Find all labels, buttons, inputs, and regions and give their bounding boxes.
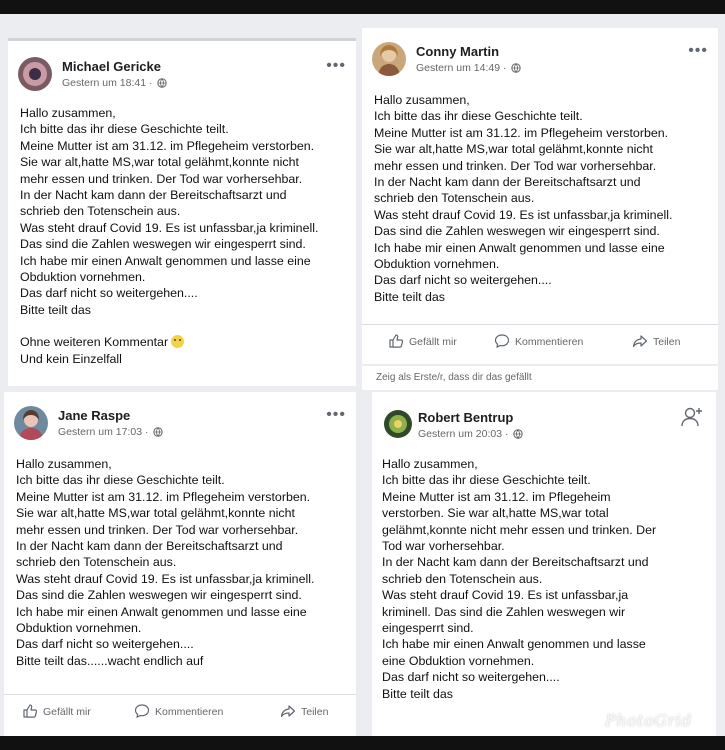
post-line: Bitte teilt das......wacht endlich auf xyxy=(16,653,204,668)
screenshot-collage xyxy=(0,14,725,736)
avatar[interactable] xyxy=(384,410,412,438)
author-name[interactable]: Robert Bentrup xyxy=(418,410,514,425)
share-label: Teilen xyxy=(301,706,329,718)
post-header xyxy=(370,40,710,82)
post-line: kriminell. Das sind die Zahlen weswegen wir xyxy=(382,604,626,619)
post-timestamp[interactable] xyxy=(58,426,163,438)
post-line-text: Ohne weiteren Kommentar xyxy=(20,335,169,350)
post-line: Obduktion vornehmen. xyxy=(374,257,500,272)
smiley-emoji-icon xyxy=(171,335,184,348)
author-name[interactable]: Michael Gericke xyxy=(62,59,161,74)
post-header xyxy=(16,55,348,97)
post-line: schrieb den Totenschein aus. xyxy=(16,555,177,570)
post-line: Hallo zusammen, xyxy=(20,106,116,120)
avatar[interactable] xyxy=(18,57,52,91)
post-line: Obduktion vornehmen. xyxy=(20,270,146,285)
post-line: Ich habe mir einen Anwalt genommen und lasse xyxy=(382,637,646,652)
post-line: Ich bitte das ihr diese Geschichte teilt. xyxy=(382,473,591,488)
post-line: mehr essen und trinken. Der Tod war vorhersehbar. xyxy=(20,171,303,186)
more-options-button[interactable]: ••• xyxy=(326,406,346,423)
avatar-image-icon xyxy=(384,410,412,438)
post-line: schrieb den Totenschein aus. xyxy=(382,571,543,586)
post-line: Meine Mutter ist am 31.12. im Pflegeheim verstorben. xyxy=(20,138,315,153)
like-button[interactable] xyxy=(22,703,91,719)
post-line: mehr essen und trinken. Der Tod war vorhersehbar. xyxy=(16,522,299,537)
post-line: Hallo zusammen, xyxy=(374,93,470,107)
globe-icon xyxy=(153,427,163,437)
timestamp-text: Gestern um 14:49 · xyxy=(416,62,507,74)
post-line: Hallo zusammen, xyxy=(382,457,478,471)
post-line: Was steht drauf Covid 19. Es ist unfassbar,ja kriminell. xyxy=(16,571,315,586)
post-line: gelähmt,konnte nicht mehr essen und trinken. Der xyxy=(382,522,657,537)
share-arrow-icon xyxy=(632,333,648,349)
post-line: Hallo zusammen, xyxy=(16,457,112,471)
timestamp-text: Gestern um 20:03 · xyxy=(418,428,509,440)
post-header xyxy=(380,406,708,448)
post-line: Das darf nicht so weitergehen.... xyxy=(20,286,198,301)
post-line: Meine Mutter ist am 31.12. im Pflegeheim verstorben. xyxy=(16,489,311,504)
add-friend-icon[interactable] xyxy=(680,406,704,433)
timestamp-text: Gestern um 17:03 · xyxy=(58,426,149,438)
post-line: eine Obduktion vornehmen. xyxy=(382,653,535,668)
post-line: Sie war alt,hatte MS,war total gelähmt,konnte nicht xyxy=(20,155,299,170)
comment-icon xyxy=(494,333,510,349)
post-card xyxy=(8,38,356,386)
post-line: Sie war alt,hatte MS,war total gelähmt,konnte nicht xyxy=(16,506,295,521)
post-line xyxy=(20,334,348,350)
post-line: Ich habe mir einen Anwalt genommen und lasse eine xyxy=(374,240,665,255)
globe-icon xyxy=(511,63,521,73)
comment-label: Kommentieren xyxy=(155,706,224,718)
post-timestamp[interactable] xyxy=(418,428,523,440)
share-arrow-icon xyxy=(280,703,296,719)
post-line: Ich habe mir einen Anwalt genommen und lasse eine xyxy=(20,253,311,268)
share-button[interactable] xyxy=(280,703,328,719)
avatar[interactable] xyxy=(372,42,406,76)
post-line: Meine Mutter ist am 31.12. im Pflegeheim xyxy=(382,489,611,504)
like-label: Gefällt mir xyxy=(43,706,91,718)
post-line: Was steht drauf Covid 19. Es ist unfassbar,ja kriminell. xyxy=(20,220,319,235)
thumbs-up-icon xyxy=(388,333,404,349)
post-line: Obduktion vornehmen. xyxy=(16,621,142,636)
post-line: In der Nacht kam dann der Bereitschaftsarzt und xyxy=(382,555,649,570)
post-line xyxy=(20,318,348,334)
more-options-button[interactable]: ••• xyxy=(688,42,708,59)
post-actions-bar xyxy=(4,694,356,724)
watermark: PhotoGrid xyxy=(604,711,692,730)
post-line: verstorben. Sie war alt,hatte MS,war total xyxy=(382,506,609,521)
post-line: Und kein Einzelfall xyxy=(20,351,122,366)
post-card xyxy=(372,392,716,736)
post-line: Das darf nicht so weitergehen.... xyxy=(382,670,560,685)
comment-button[interactable] xyxy=(134,703,223,719)
post-card xyxy=(362,28,718,364)
post-text xyxy=(374,92,710,305)
timestamp-text: Gestern um 18:41 · xyxy=(62,77,153,89)
comment-button[interactable] xyxy=(494,333,583,349)
post-line: schrieb den Totenschein aus. xyxy=(374,191,535,206)
post-line: In der Nacht kam dann der Bereitschaftsarzt und xyxy=(16,539,283,554)
post-card xyxy=(4,392,356,736)
like-button[interactable] xyxy=(388,333,457,349)
author-name[interactable]: Conny Martin xyxy=(416,44,500,59)
post-line: Sie war alt,hatte MS,war total gelähmt,konnte nicht xyxy=(374,142,653,157)
globe-icon xyxy=(513,429,523,439)
post-header xyxy=(12,404,348,446)
post-line: mehr essen und trinken. Der Tod war vorhersehbar. xyxy=(374,158,657,173)
post-timestamp[interactable] xyxy=(416,62,521,74)
post-line: Das sind die Zahlen weswegen wir eingesperrt sind. xyxy=(20,237,306,252)
post-line: Meine Mutter ist am 31.12. im Pflegeheim verstorben. xyxy=(374,125,669,140)
post-line: Bitte teilt das xyxy=(374,289,445,304)
comment-icon xyxy=(134,703,150,719)
like-hint-bar xyxy=(362,366,718,390)
globe-icon xyxy=(157,78,167,88)
post-line: In der Nacht kam dann der Bereitschaftsarzt und xyxy=(20,188,287,203)
post-line: eingesperrt sind. xyxy=(382,621,474,636)
post-line: Bitte teilt das xyxy=(20,302,91,317)
post-line: Ich bitte das ihr diese Geschichte teilt. xyxy=(16,473,225,488)
share-button[interactable] xyxy=(632,333,680,349)
post-line: Das darf nicht so weitergehen.... xyxy=(16,637,194,652)
thumbs-up-icon xyxy=(22,703,38,719)
like-label: Gefällt mir xyxy=(409,336,457,348)
like-hint-text: Zeig als Erste/r, dass dir das gefällt xyxy=(376,372,532,383)
post-line: Das sind die Zahlen weswegen wir eingesperrt sind. xyxy=(16,588,302,603)
post-line: Ich bitte das ihr diese Geschichte teilt. xyxy=(20,122,229,137)
post-line: Tod war vorhersehbar. xyxy=(382,539,505,554)
post-text xyxy=(16,456,348,669)
post-line: Ich bitte das ihr diese Geschichte teilt. xyxy=(374,109,583,124)
post-text xyxy=(20,105,348,367)
more-options-button[interactable]: ••• xyxy=(326,57,346,74)
post-line: Das sind die Zahlen weswegen wir eingesperrt sind. xyxy=(374,224,660,239)
post-line: Das darf nicht so weitergehen.... xyxy=(374,273,552,288)
avatar-image-icon xyxy=(14,406,48,440)
post-line: Ich habe mir einen Anwalt genommen und lasse eine xyxy=(16,604,307,619)
post-line: schrieb den Totenschein aus. xyxy=(20,204,181,219)
post-line: Was steht drauf Covid 19. Es ist unfassbar,ja xyxy=(382,588,629,603)
comment-label: Kommentieren xyxy=(515,336,584,348)
post-actions-bar xyxy=(362,324,718,354)
avatar-image-icon xyxy=(18,57,52,91)
post-line: Bitte teilt das xyxy=(382,686,453,701)
post-line: In der Nacht kam dann der Bereitschaftsarzt und xyxy=(374,175,641,190)
avatar-image-icon xyxy=(372,42,406,76)
post-timestamp[interactable] xyxy=(62,77,167,89)
author-name[interactable]: Jane Raspe xyxy=(58,408,131,423)
post-line: Was steht drauf Covid 19. Es ist unfassbar,ja kriminell. xyxy=(374,207,673,222)
share-label: Teilen xyxy=(653,336,681,348)
post-text xyxy=(382,456,708,702)
avatar[interactable] xyxy=(14,406,48,440)
